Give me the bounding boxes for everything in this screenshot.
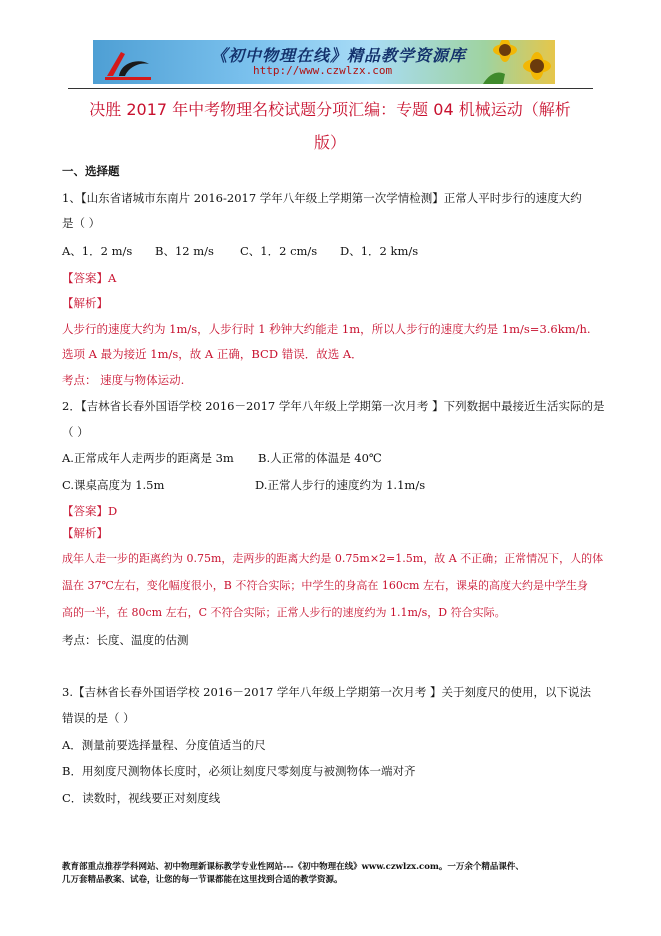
q3-option-c: C．读数时，视线要正对刻度线 (62, 791, 221, 805)
site-logo-icon (99, 44, 159, 82)
header-divider (68, 88, 593, 89)
section-heading: 一、选择题 (62, 164, 120, 178)
q2-analysis-line-2: 温在 37℃左右，变化幅度很小，B 不符合实际；中学生的身高在 160cm 左右，课桌的高度大约是中学生身 (62, 579, 588, 592)
banner-title: 《初中物理在线》精品教学资源库 (211, 46, 467, 65)
q1-option-c: C、1．2 cm/s (240, 244, 318, 258)
q3-option-b: B．用刻度尺测物体长度时，必须让刻度尺零刻度与被测物体一端对齐 (62, 764, 416, 778)
q1-analysis-label: 【解析】 (62, 296, 108, 310)
footer-line-1: 教育部重点推荐学科网站、初中物理新课标教学专业性网站---《初中物理在线》www.czwlzx.com。一万余个精品课件、 (62, 862, 524, 872)
q1-answer: 【答案】A (62, 271, 117, 285)
title-line-2: 版） (313, 133, 346, 152)
document-title (60, 93, 600, 159)
q2-kaodian: 考点：长度、温度的估测 (62, 633, 189, 647)
q2-stem-line-1: 2．【吉林省长春外国语学校 2016－2017 学年八年级上学期第一次月考 】下列数据中最接近生活实际的是 (62, 399, 605, 413)
page-footer (62, 861, 602, 887)
q3-option-a: A．测量前要选择量程、分度值适当的尺 (62, 738, 266, 752)
q2-option-d: D.正常人步行的速度约为 1.1m/s (255, 478, 426, 492)
q1-option-b: B、12 m/s (155, 244, 214, 258)
q2-analysis-label: 【解析】 (62, 526, 108, 540)
q1-analysis-line-1: 人步行的速度大约为 1m/s，人步行时 1 秒钟大约能走 1m，所以人步行的速度大约是 1m/s=3.6km/h. (62, 322, 591, 336)
title-line-1: 决胜 2017 年中考物理名校试题分项汇编：专题 04 机械运动（解析 (89, 100, 571, 119)
q3-stem-line-1: 3.【吉林省长春外国语学校 2016－2017 学年八年级上学期第一次月考 】关于刻度尺的使用，以下说法 (62, 685, 591, 699)
q1-option-d: D、1．2 km/s (340, 244, 419, 258)
q2-analysis-line-1: 成年人走一步的距离约为 0.75m，走两步的距离大约是 0.75m×2=1.5m，故 A 不正确；正常情况下，人的体 (62, 552, 604, 565)
q2-option-b: B.人正常的体温是 40℃ (258, 451, 382, 465)
q2-option-a: A.正常成年人走两步的距离是 3m (62, 451, 234, 465)
q3-stem-line-2: 错误的是（ ） (62, 711, 135, 725)
sunflower-icon (475, 40, 555, 84)
q2-stem-line-2: （ ） (62, 425, 89, 439)
q1-kaodian: 考点： 速度与物体运动. (62, 373, 185, 387)
q1-stem-line-1: 1、【山东省诸城市东南片 2016-2017 学年八年级上学期第一次学情检测】正常人平时步行的速度大约 (62, 191, 582, 205)
banner-url[interactable]: http://www.czwlzx.com (253, 64, 393, 77)
q2-answer: 【答案】D (62, 504, 118, 518)
footer-line-2: 几万套精品教案、试卷，让您的每一节课都能在这里找到合适的教学资源。 (62, 875, 343, 885)
q1-analysis-line-2: 选项 A 最为接近 1m/s，故 A 正确，BCD 错误．故选 A． (62, 347, 363, 361)
q1-stem-line-2: 是（ ） (62, 216, 101, 230)
q2-option-c: C.课桌高度为 1.5m (62, 478, 165, 492)
q1-option-a: A、1．2 m/s (62, 244, 133, 258)
q2-analysis-line-3: 高的一半，在 80cm 左右，C 不符合实际；正常人步行的速度约为 1.1m/s，D 符合实际。 (62, 606, 506, 619)
header-banner (93, 40, 555, 84)
